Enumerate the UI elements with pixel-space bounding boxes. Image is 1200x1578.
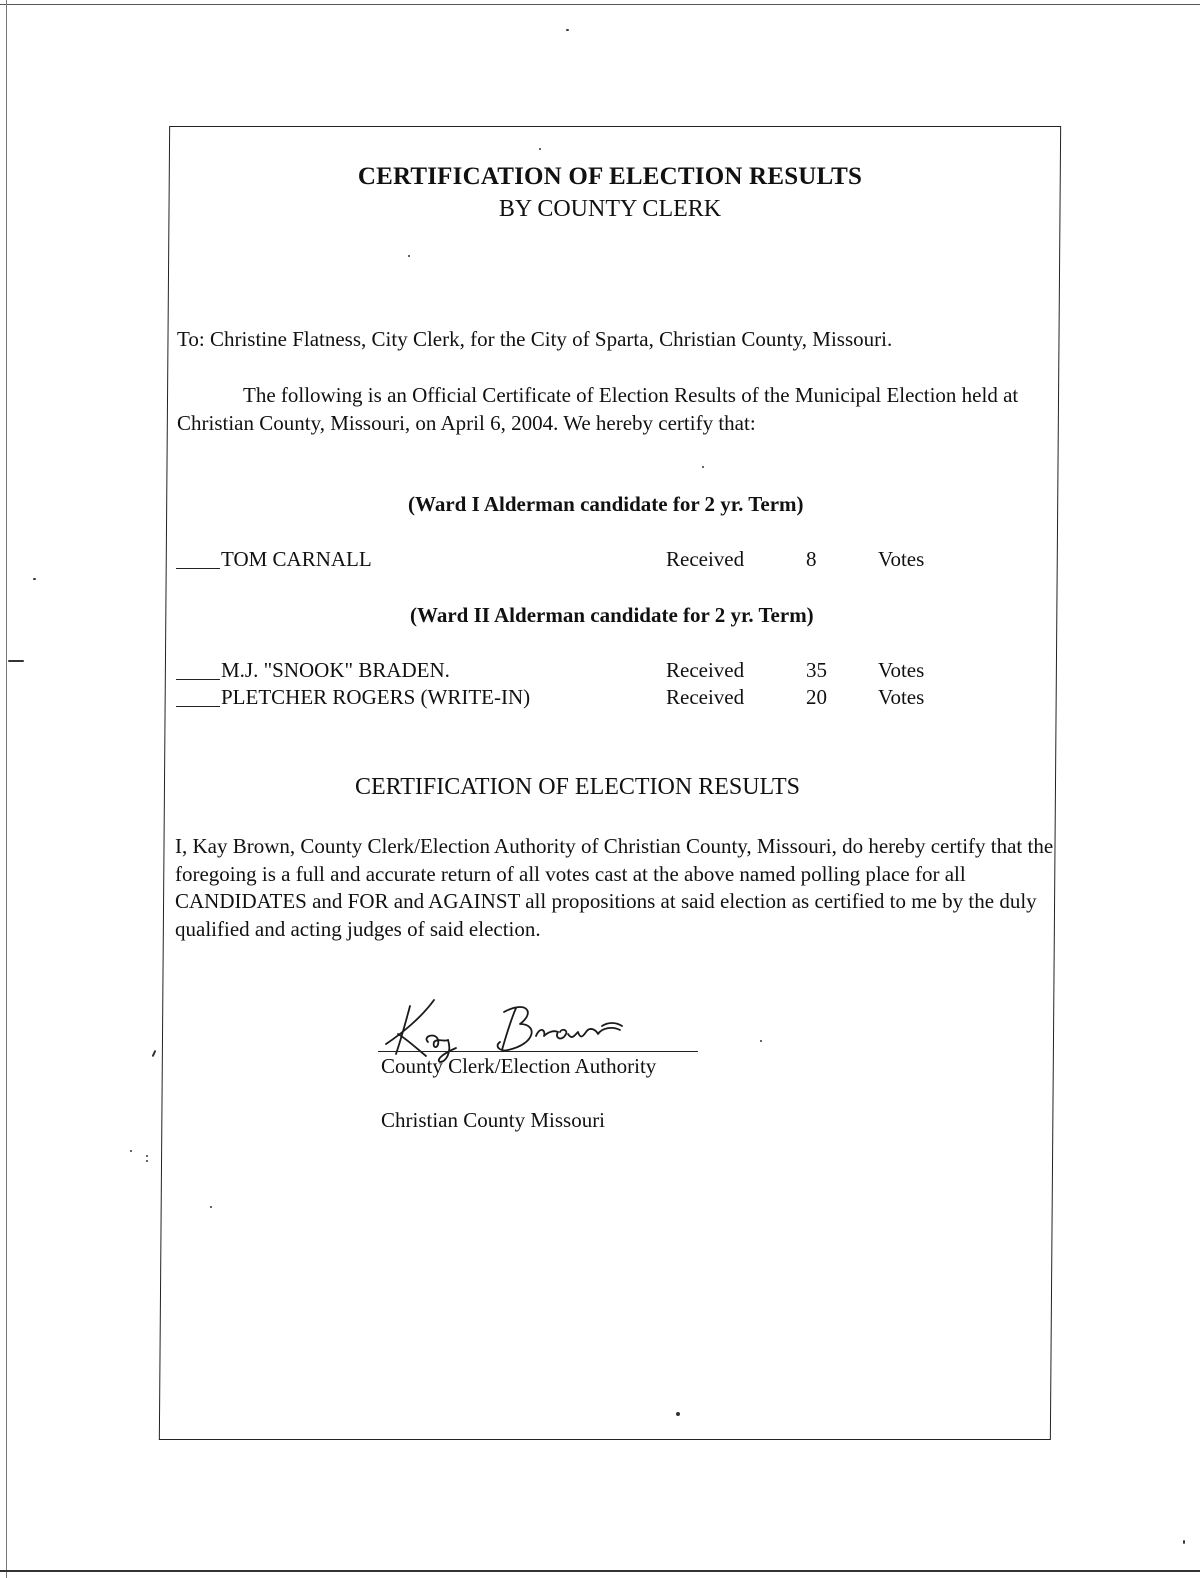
intro-paragraph-text: The following is an Official Certificate of Election Results of the Municipal Election held at Christian County, Missouri, on April 6, 2004. We hereby certify that:	[177, 383, 1019, 435]
scan-speck	[146, 1160, 148, 1162]
scan-speck	[33, 578, 36, 580]
candidate-name: PLETCHER ROGERS (WRITE-IN)	[221, 685, 531, 709]
signature-line	[378, 1051, 698, 1052]
addressee-line: To: Christine Flatness, City Clerk, for the City of Sparta, Christian County, Missouri.	[177, 327, 893, 351]
page-edge-top	[0, 4, 1200, 5]
scan-speck	[566, 29, 569, 31]
received-label: Received	[666, 547, 745, 571]
scan-speck	[1183, 1540, 1185, 1544]
scan-speck	[676, 1412, 680, 1416]
certification-statement: I, Kay Brown, County Clerk/Election Authority of Christian County, Missouri, do hereby certify that the foregoing is a full and accurate return of all votes cast at the above named polling place for all CANDIDATES and FOR and AGAINST all propositions at said election as certified to me by the duly qualified and acting judges of said election.	[175, 834, 1054, 941]
candidate-row	[0, 547, 1200, 575]
intro-paragraph	[177, 381, 1037, 437]
votes-label: Votes	[878, 685, 925, 709]
scan-speck	[130, 1150, 132, 1152]
received-label: Received	[666, 685, 745, 709]
vote-count: 20	[806, 685, 827, 709]
scan-speck	[702, 466, 704, 468]
received-label: Received	[666, 658, 745, 682]
candidate-row	[0, 658, 1200, 686]
check-blank	[176, 679, 220, 680]
signer-jurisdiction: Christian County Missouri	[381, 1108, 606, 1132]
race-heading-ward-2: (Ward II Alderman candidate for 2 yr. Term)	[410, 603, 814, 627]
page-edge-left	[6, 0, 7, 1578]
vote-count: 35	[806, 658, 827, 682]
scan-speck	[152, 1050, 157, 1057]
signer-title: County Clerk/Election Authority	[381, 1054, 657, 1078]
vote-count: 8	[806, 547, 817, 571]
scan-speck	[210, 1206, 212, 1208]
candidate-name: M.J. "SNOOK" BRADEN.	[221, 658, 450, 682]
scan-speck	[8, 660, 24, 662]
certificate-subtitle: BY COUNTY CLERK	[498, 196, 722, 222]
certification-heading: CERTIFICATION OF ELECTION RESULTS	[355, 774, 801, 800]
scan-speck	[539, 148, 541, 150]
scan-speck	[760, 1040, 762, 1042]
candidate-name: TOM CARNALL	[221, 547, 372, 571]
candidate-row	[0, 685, 1200, 713]
certificate-title: CERTIFICATION OF ELECTION RESULTS	[357, 163, 863, 190]
scan-speck	[146, 1155, 148, 1157]
votes-label: Votes	[878, 547, 925, 571]
race-heading-ward-1: (Ward I Alderman candidate for 2 yr. Term)	[408, 492, 804, 516]
check-blank	[176, 706, 220, 707]
scan-speck	[408, 255, 410, 257]
check-blank	[176, 568, 220, 569]
votes-label: Votes	[878, 658, 925, 682]
page-edge-bottom	[0, 1570, 1200, 1572]
